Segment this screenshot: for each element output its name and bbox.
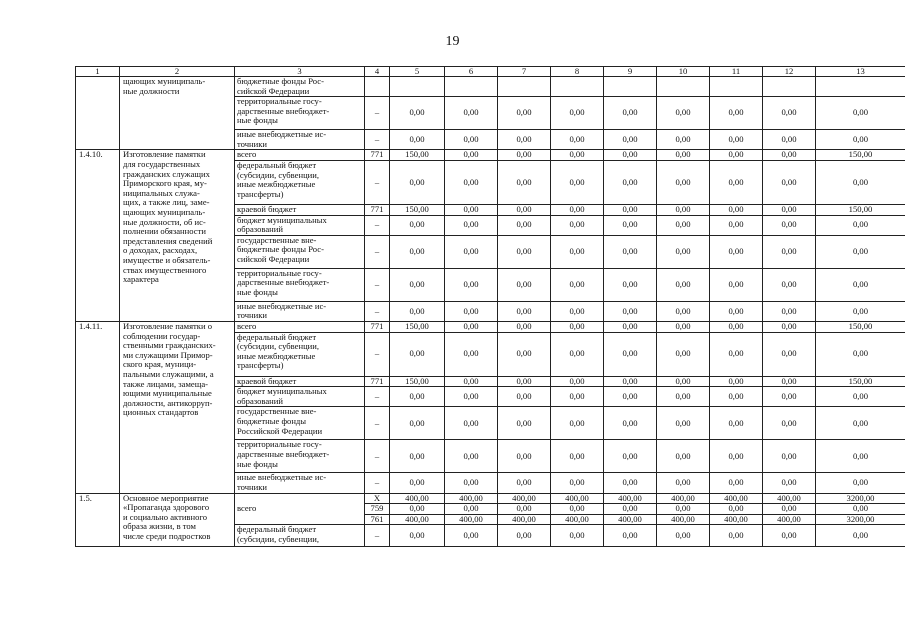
- value-cell: 0,00: [763, 504, 816, 515]
- value-cell: 0,00: [498, 525, 551, 547]
- value-cell: 0,00: [551, 473, 604, 493]
- value-cell: 0,00: [551, 150, 604, 161]
- value-cell: 0,00: [657, 301, 710, 321]
- value-cell: [604, 77, 657, 97]
- value-cell: 0,00: [816, 268, 905, 301]
- value-cell: 0,00: [445, 301, 498, 321]
- value-cell: 400,00: [657, 493, 710, 504]
- value-cell: 0,00: [604, 473, 657, 493]
- page-number: 19: [445, 34, 460, 49]
- value-cell: 0,00: [390, 301, 445, 321]
- value-cell: 400,00: [445, 514, 498, 525]
- value-cell: 0,00: [604, 150, 657, 161]
- code-cell: –: [365, 332, 390, 376]
- value-cell: 0,00: [445, 235, 498, 268]
- value-cell: 0,00: [657, 407, 710, 440]
- value-cell: [657, 77, 710, 97]
- value-cell: 0,00: [763, 130, 816, 150]
- header-cell: 11: [710, 67, 763, 77]
- value-cell: [763, 77, 816, 97]
- value-cell: 400,00: [604, 514, 657, 525]
- value-cell: 0,00: [551, 160, 604, 204]
- value-cell: 0,00: [498, 160, 551, 204]
- value-cell: [390, 77, 445, 97]
- value-cell: 0,00: [657, 387, 710, 407]
- value-cell: 0,00: [710, 473, 763, 493]
- source-cell: бюджетные фонды Рос- сийской Федерации: [235, 77, 365, 97]
- value-cell: 0,00: [551, 97, 604, 130]
- source-cell: федеральный бюджет (субсидии, субвенции, иные межбюджетные трансферты): [235, 332, 365, 376]
- value-cell: 0,00: [445, 332, 498, 376]
- value-cell: 0,00: [390, 525, 445, 547]
- value-cell: 0,00: [498, 473, 551, 493]
- header-cell: 6: [445, 67, 498, 77]
- value-cell: 0,00: [816, 97, 905, 130]
- source-cell: территориальные госу- дарственные внебюджет- ные фонды: [235, 97, 365, 130]
- value-cell: 0,00: [498, 97, 551, 130]
- value-cell: 400,00: [763, 493, 816, 504]
- value-cell: 0,00: [710, 160, 763, 204]
- value-cell: 150,00: [816, 150, 905, 161]
- value-cell: 0,00: [445, 215, 498, 235]
- value-cell: 0,00: [498, 150, 551, 161]
- value-cell: 150,00: [390, 321, 445, 332]
- value-cell: 0,00: [604, 525, 657, 547]
- value-cell: 0,00: [816, 473, 905, 493]
- value-cell: 0,00: [657, 332, 710, 376]
- value-cell: 0,00: [657, 160, 710, 204]
- value-cell: 0,00: [390, 387, 445, 407]
- value-cell: 0,00: [710, 332, 763, 376]
- value-cell: 0,00: [551, 235, 604, 268]
- value-cell: 0,00: [604, 97, 657, 130]
- source-cell: государственные вне- бюджетные фонды Рос- сийской Федерации: [235, 235, 365, 268]
- value-cell: 0,00: [551, 387, 604, 407]
- value-cell: 0,00: [763, 160, 816, 204]
- value-cell: 0,00: [390, 504, 445, 515]
- value-cell: [445, 77, 498, 97]
- value-cell: 0,00: [657, 321, 710, 332]
- value-cell: 0,00: [657, 268, 710, 301]
- value-cell: 0,00: [498, 235, 551, 268]
- value-cell: 0,00: [604, 407, 657, 440]
- source-cell: краевой бюджет: [235, 376, 365, 387]
- value-cell: 0,00: [657, 440, 710, 473]
- value-cell: 400,00: [445, 493, 498, 504]
- code-cell: –: [365, 97, 390, 130]
- source-cell: федеральный бюджет (субсидии, субвенции,: [235, 525, 365, 547]
- value-cell: 0,00: [657, 215, 710, 235]
- value-cell: 400,00: [390, 514, 445, 525]
- value-cell: 0,00: [710, 504, 763, 515]
- header-row: [76, 67, 905, 77]
- header-cell: 8: [551, 67, 604, 77]
- source-cell: иные внебюджетные ис- точники: [235, 301, 365, 321]
- value-cell: 0,00: [498, 321, 551, 332]
- table-row: [76, 493, 905, 504]
- value-cell: 0,00: [498, 130, 551, 150]
- header-cell: 2: [120, 67, 235, 77]
- code-cell: –: [365, 301, 390, 321]
- code-cell: –: [365, 235, 390, 268]
- value-cell: 0,00: [498, 376, 551, 387]
- value-cell: 0,00: [710, 235, 763, 268]
- value-cell: 0,00: [390, 97, 445, 130]
- value-cell: 0,00: [816, 160, 905, 204]
- value-cell: 0,00: [710, 525, 763, 547]
- value-cell: [816, 77, 905, 97]
- value-cell: 0,00: [445, 204, 498, 215]
- value-cell: 0,00: [551, 407, 604, 440]
- item-number-cell: 1.4.10.: [76, 150, 120, 322]
- value-cell: 0,00: [551, 525, 604, 547]
- item-number-cell: 1.4.11.: [76, 321, 120, 493]
- source-cell: бюджет муниципальных образований: [235, 387, 365, 407]
- value-cell: 0,00: [390, 130, 445, 150]
- value-cell: 0,00: [657, 473, 710, 493]
- value-cell: 0,00: [498, 301, 551, 321]
- value-cell: 0,00: [604, 321, 657, 332]
- value-cell: 0,00: [816, 332, 905, 376]
- header-cell: 4: [365, 67, 390, 77]
- value-cell: 400,00: [710, 493, 763, 504]
- header-cell: 5: [390, 67, 445, 77]
- code-cell: –: [365, 525, 390, 547]
- value-cell: 0,00: [816, 301, 905, 321]
- value-cell: 0,00: [763, 473, 816, 493]
- value-cell: 0,00: [657, 204, 710, 215]
- source-cell: бюджет муниципальных образований: [235, 215, 365, 235]
- value-cell: 0,00: [710, 150, 763, 161]
- header-cell: 12: [763, 67, 816, 77]
- source-cell: государственные вне- бюджетные фонды Российской Федерации: [235, 407, 365, 440]
- value-cell: 0,00: [763, 97, 816, 130]
- code-cell: X: [365, 493, 390, 504]
- value-cell: 0,00: [390, 407, 445, 440]
- value-cell: 0,00: [445, 473, 498, 493]
- value-cell: 0,00: [710, 215, 763, 235]
- value-cell: 0,00: [390, 332, 445, 376]
- value-cell: 0,00: [551, 130, 604, 150]
- value-cell: 0,00: [390, 440, 445, 473]
- value-cell: 400,00: [604, 493, 657, 504]
- header-cell: 1: [76, 67, 120, 77]
- value-cell: 0,00: [498, 440, 551, 473]
- value-cell: 0,00: [710, 321, 763, 332]
- value-cell: 0,00: [551, 504, 604, 515]
- value-cell: 0,00: [763, 204, 816, 215]
- value-cell: 400,00: [390, 493, 445, 504]
- value-cell: 0,00: [604, 130, 657, 150]
- code-cell: –: [365, 407, 390, 440]
- source-cell: территориальные госу- дарственные внебюджет- ные фонды: [235, 440, 365, 473]
- value-cell: 3200,00: [816, 514, 905, 525]
- value-cell: 0,00: [763, 301, 816, 321]
- table-row: [76, 150, 905, 161]
- value-cell: 150,00: [390, 150, 445, 161]
- value-cell: 400,00: [551, 514, 604, 525]
- value-cell: 400,00: [498, 493, 551, 504]
- value-cell: 0,00: [657, 235, 710, 268]
- value-cell: 0,00: [710, 376, 763, 387]
- value-cell: 0,00: [604, 440, 657, 473]
- value-cell: 0,00: [498, 407, 551, 440]
- code-cell: –: [365, 130, 390, 150]
- value-cell: 0,00: [816, 235, 905, 268]
- value-cell: 0,00: [445, 504, 498, 515]
- value-cell: 0,00: [445, 321, 498, 332]
- value-cell: 0,00: [604, 376, 657, 387]
- value-cell: 150,00: [390, 204, 445, 215]
- header-cell: 10: [657, 67, 710, 77]
- value-cell: 0,00: [710, 407, 763, 440]
- code-cell: 771: [365, 204, 390, 215]
- value-cell: 0,00: [604, 160, 657, 204]
- code-cell: 771: [365, 321, 390, 332]
- value-cell: 0,00: [763, 268, 816, 301]
- item-number-cell: [76, 77, 120, 150]
- value-cell: 0,00: [551, 440, 604, 473]
- value-cell: [498, 77, 551, 97]
- value-cell: 0,00: [445, 440, 498, 473]
- value-cell: 0,00: [763, 440, 816, 473]
- code-cell: 771: [365, 150, 390, 161]
- value-cell: 0,00: [498, 204, 551, 215]
- value-cell: 150,00: [390, 376, 445, 387]
- value-cell: 0,00: [763, 525, 816, 547]
- value-cell: 0,00: [763, 387, 816, 407]
- value-cell: 0,00: [657, 130, 710, 150]
- value-cell: 0,00: [390, 235, 445, 268]
- value-cell: 0,00: [498, 332, 551, 376]
- source-cell: территориальные госу- дарственные внебюджет- ные фонды: [235, 268, 365, 301]
- header-cell: 3: [235, 67, 365, 77]
- code-cell: [365, 77, 390, 97]
- source-cell: всего: [235, 150, 365, 161]
- value-cell: 0,00: [498, 387, 551, 407]
- value-cell: 0,00: [551, 376, 604, 387]
- header-cell: 7: [498, 67, 551, 77]
- value-cell: 0,00: [763, 150, 816, 161]
- value-cell: 0,00: [445, 407, 498, 440]
- value-cell: 0,00: [763, 235, 816, 268]
- value-cell: 0,00: [657, 525, 710, 547]
- value-cell: 0,00: [551, 268, 604, 301]
- table-row: [76, 77, 905, 97]
- item-name-cell: щающих муниципаль- ные должности: [120, 77, 235, 150]
- code-cell: –: [365, 473, 390, 493]
- value-cell: 0,00: [551, 215, 604, 235]
- code-cell: –: [365, 215, 390, 235]
- value-cell: 0,00: [604, 301, 657, 321]
- value-cell: 0,00: [604, 235, 657, 268]
- value-cell: 0,00: [498, 268, 551, 301]
- code-cell: –: [365, 160, 390, 204]
- item-name-cell: Основное мероприятие «Пропаганда здорового и социально активного образа жизни, в том числе среди подростков: [120, 493, 235, 547]
- value-cell: 0,00: [816, 504, 905, 515]
- table-row: [76, 321, 905, 332]
- value-cell: 0,00: [657, 150, 710, 161]
- value-cell: 0,00: [390, 268, 445, 301]
- item-name-cell: Изготовление памятки о соблюдении государ- ственными гражданских- ми служащими Примор- ского края, муници- пальными служащими, а также лицами, замеща- ющими муниципальные должности, антикорруп- ционных стандартов: [120, 321, 235, 493]
- budget-table: [75, 66, 905, 547]
- value-cell: 0,00: [816, 130, 905, 150]
- value-cell: 0,00: [657, 504, 710, 515]
- code-cell: 771: [365, 376, 390, 387]
- value-cell: 0,00: [710, 387, 763, 407]
- code-cell: –: [365, 440, 390, 473]
- value-cell: 0,00: [390, 473, 445, 493]
- value-cell: 0,00: [445, 130, 498, 150]
- value-cell: 0,00: [445, 150, 498, 161]
- source-cell: краевой бюджет: [235, 204, 365, 215]
- source-cell: всего: [235, 321, 365, 332]
- value-cell: 0,00: [710, 97, 763, 130]
- value-cell: 0,00: [445, 97, 498, 130]
- code-cell: –: [365, 268, 390, 301]
- value-cell: 0,00: [445, 376, 498, 387]
- value-cell: 0,00: [604, 268, 657, 301]
- value-cell: 0,00: [657, 376, 710, 387]
- source-cell: иные внебюджетные ис- точники: [235, 130, 365, 150]
- source-cell: всего: [235, 493, 365, 525]
- code-cell: 761: [365, 514, 390, 525]
- value-cell: 0,00: [710, 204, 763, 215]
- value-cell: 0,00: [763, 321, 816, 332]
- value-cell: 0,00: [763, 332, 816, 376]
- item-number-cell: 1.5.: [76, 493, 120, 547]
- code-cell: –: [365, 387, 390, 407]
- value-cell: 0,00: [445, 160, 498, 204]
- table-body: [76, 67, 905, 547]
- value-cell: 400,00: [498, 514, 551, 525]
- value-cell: 0,00: [604, 332, 657, 376]
- value-cell: 0,00: [445, 387, 498, 407]
- value-cell: 0,00: [445, 268, 498, 301]
- value-cell: 0,00: [551, 332, 604, 376]
- value-cell: 0,00: [816, 407, 905, 440]
- value-cell: 0,00: [710, 268, 763, 301]
- value-cell: 0,00: [657, 97, 710, 130]
- value-cell: 400,00: [551, 493, 604, 504]
- value-cell: [710, 77, 763, 97]
- value-cell: 150,00: [816, 376, 905, 387]
- value-cell: 0,00: [604, 504, 657, 515]
- value-cell: 0,00: [710, 301, 763, 321]
- value-cell: 0,00: [551, 321, 604, 332]
- header-cell: 13: [816, 67, 905, 77]
- value-cell: 0,00: [763, 215, 816, 235]
- value-cell: 0,00: [816, 525, 905, 547]
- value-cell: 150,00: [816, 321, 905, 332]
- value-cell: 0,00: [604, 204, 657, 215]
- value-cell: [551, 77, 604, 97]
- value-cell: 3200,00: [816, 493, 905, 504]
- source-cell: иные внебюджетные ис- точники: [235, 473, 365, 493]
- value-cell: 0,00: [498, 215, 551, 235]
- value-cell: 400,00: [657, 514, 710, 525]
- header-cell: 9: [604, 67, 657, 77]
- value-cell: 0,00: [710, 440, 763, 473]
- value-cell: 0,00: [551, 204, 604, 215]
- value-cell: 0,00: [710, 130, 763, 150]
- value-cell: 0,00: [390, 215, 445, 235]
- value-cell: 0,00: [604, 387, 657, 407]
- value-cell: 0,00: [390, 160, 445, 204]
- value-cell: 0,00: [498, 504, 551, 515]
- value-cell: 0,00: [445, 525, 498, 547]
- source-cell: федеральный бюджет (субсидии, субвенции, иные межбюджетные трансферты): [235, 160, 365, 204]
- code-cell: 759: [365, 504, 390, 515]
- value-cell: 0,00: [816, 440, 905, 473]
- value-cell: 0,00: [763, 407, 816, 440]
- value-cell: 150,00: [816, 204, 905, 215]
- value-cell: 400,00: [763, 514, 816, 525]
- value-cell: 0,00: [816, 215, 905, 235]
- item-name-cell: Изготовление памятки для государственных гражданских служащих Приморского края, му- ниципальных служа- щих, а также лиц, заме- щающих муниципаль- ные должности, об ис- полнении обязанности представления сведений о доходах, расходах, имуществе и обязатель- ствах имущественного характера: [120, 150, 235, 322]
- value-cell: 0,00: [604, 215, 657, 235]
- value-cell: 0,00: [816, 387, 905, 407]
- value-cell: 0,00: [763, 376, 816, 387]
- value-cell: 0,00: [551, 301, 604, 321]
- value-cell: 400,00: [710, 514, 763, 525]
